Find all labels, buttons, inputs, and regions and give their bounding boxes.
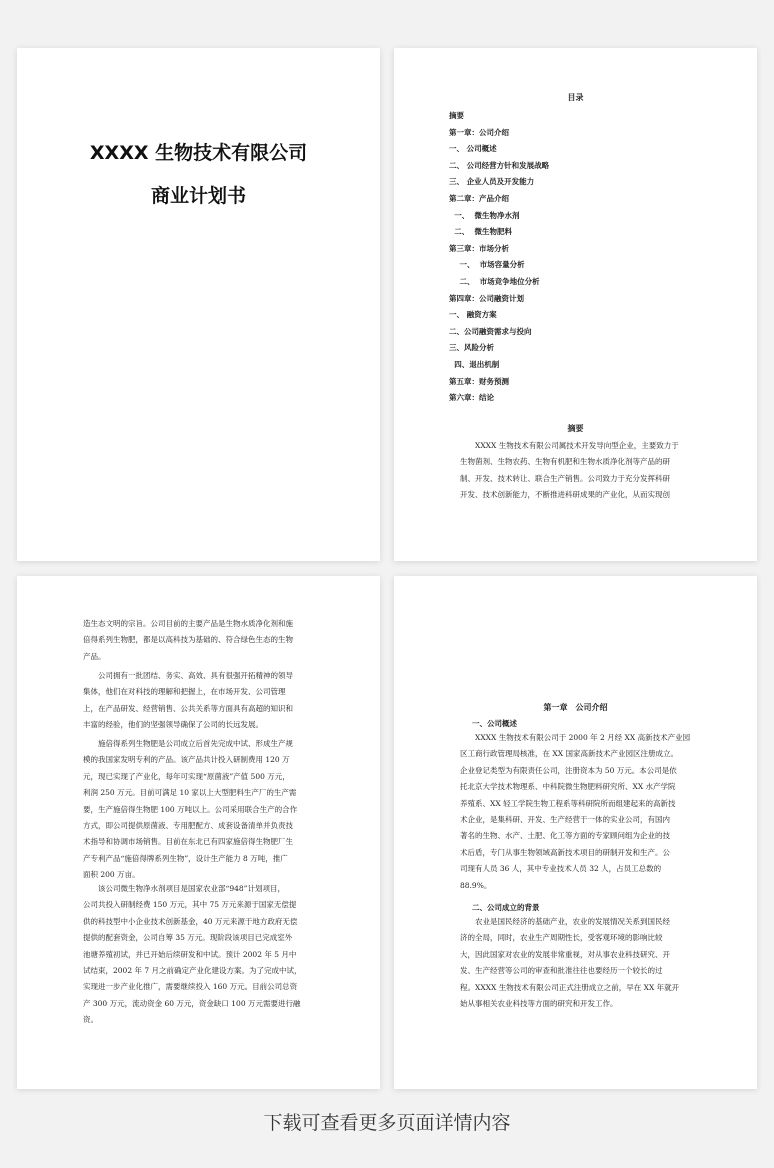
page-toc bbox=[394, 48, 757, 561]
abstract-title: 摘要 bbox=[567, 423, 584, 433]
abstract-text: XXXX 生物技术有限公司属技术开发导向型企业，主要致力于 生物菌剂、生物农药、生物有机肥和生物水质净化剂等产品的研 制、开发、技术转让、联合生产销售。公司致力于充分发挥科研 开发、技术创新能力，不断推进科研成果的产业化，从而实现创 bbox=[460, 441, 679, 500]
page-cover bbox=[17, 48, 380, 561]
toc-item: 一、 市场容量分析 bbox=[449, 260, 525, 270]
section-text: XXXX 生物技术有限公司于 2000 年 2 月经 XX 高新技术产业园 区工商行政管理局核准，在 XX 国家高新技术产业园区注册成立。 企业登记类型为有限责任公司，注册资本为 50 万元。本公司是依 托北京大学技术物理系、中科院微生物肥料研究所、XX 水产学院 养殖系、XX 轻工学院生物工程系等科研院所而组建起来的高新技 术企业，是集科研、开发、生产经营于一体的实业公司，有国内 著名的生物、水产、土肥、化工等方面的专家顾问组为企业的技 术后盾，专门从事生物领域高新技术项目的研制开发和生产。公 司现有人员 36 人，其中专业技术人员 32 人，占员工总数的 88.9%。 bbox=[460, 733, 691, 890]
toc-item: 二、 市场竞争地位分析 bbox=[449, 276, 540, 286]
page-abstract-continued bbox=[17, 576, 380, 1089]
paragraph: 公司拥有一批团结、务实、高效、具有很强开拓精神的领导 集体，他们在对科技的理解和把握上，在市场开发、公司管理 上，在产品研发、经营销售、公共关系等方面具有高超的知识和 丰富的经验，他们的坚强领导确保了公司的长远发展。 bbox=[83, 671, 293, 730]
section-heading: 一、公司概述 bbox=[472, 719, 517, 728]
cover-company-name: XXXX 生物技术有限公司 bbox=[89, 142, 308, 164]
paragraph: 该公司微生物净水剂项目是国家农业部“948”计划项目， 公司共投入研制经费 150 万元，其中 75 万元来源于国家无偿提 供的科技型中小企业技术创新基金，40 万元来源于地方政府无偿 提供的配套资金，公司自筹 35 万元。现阶段该项目已完成室外 池塘养殖初试，并已开始后续研发和中试。预计 2002 年 5 月中 试结束，2002 年 7 月之前确定产业化建设方案。为了完成中试， 实现进一步产业化推广，需要继续投入 160 万元。目前公司总资 产 300 万元，流动资金 60 万元，资金缺口 100 万元需要进行融 资。 bbox=[83, 884, 302, 1025]
paragraph: 造生态文明的宗旨。公司目前的主要产品是生物水质净化剂和施 倍得系列生物肥，都是以高科技为基础的、符合绿色生态的生物 产品。 bbox=[83, 619, 293, 661]
section-text: 农业是国民经济的基础产业，农业的发展情况关系到国民经 济的全局，同时，农业生产周期性长，受客观环境的影响比较 大，因此国家对农业的发展非常重视，对从事农业科技研究、开 发、生产经营等公司的审查和批准往往也要经历一个较长的过 程。XXXX 生物技术有限公司正式注册成立之前，早在 XX 年就开 始从事相关农业科技等方面的研究和开发工作。 bbox=[460, 917, 680, 1009]
paragraph: 施倍得系列生物肥是公司成立后首先完成中试、形成生产规 模的我国家发明专利的产品。该产品共计投入研制费用 120 万 元，现已实现了产业化，每年可实现“原菌液”产值 500 万元， 利润 250 万元。目前可满足 10 家以上大型肥料生产厂的生产需 要，生产施倍得生物肥 100 万吨以上。公司采用联合生产的合作 方式，即公司提供原菌液、专用肥配方、成套设备清单并负责技 术指导和协调市场销售。目前在东北已有四家施倍得生物肥厂生 产专利产品“施倍得牌系列生物”，设计生产能力 8 万吨，推广 面积 200 万亩。 bbox=[83, 739, 298, 880]
toc-item: 二、 微生物肥料 bbox=[449, 227, 512, 237]
chapter-title: 第一章 公司介绍 bbox=[543, 702, 608, 712]
toc-item: 四、退出机制 bbox=[449, 359, 500, 369]
toc-item: 二、公司融资需求与投向 bbox=[449, 326, 532, 336]
toc-item: 第三章：市场分析 bbox=[449, 243, 509, 253]
toc-item: 第五章：财务预测 bbox=[449, 376, 509, 386]
toc-item: 第四章：公司融资计划 bbox=[449, 293, 524, 303]
toc-item: 第一章：公司介绍 bbox=[449, 127, 509, 137]
toc-item: 一、 微生物净水剂 bbox=[449, 210, 520, 220]
cover-subtitle: 商业计划书 bbox=[150, 185, 246, 207]
toc-item: 第二章：产品介绍 bbox=[449, 193, 509, 203]
toc-item: 三、风险分析 bbox=[449, 343, 494, 353]
toc-item: 二、 公司经营方针和发展战略 bbox=[449, 160, 550, 170]
toc-item: 摘要 bbox=[449, 111, 464, 120]
page-chapter-one bbox=[394, 576, 757, 1089]
toc-item: 三、 企业人员及开发能力 bbox=[449, 177, 535, 187]
toc-item: 一、 公司概述 bbox=[449, 144, 497, 154]
toc-item: 第六章：结论 bbox=[449, 393, 494, 403]
download-caption: 下载可查看更多页面详情内容 bbox=[263, 1112, 511, 1134]
toc-list bbox=[449, 108, 549, 407]
section-heading: 二、公司成立的背景 bbox=[472, 903, 540, 912]
toc-item: 一、 融资方案 bbox=[449, 310, 497, 320]
toc-title: 目录 bbox=[567, 92, 584, 102]
